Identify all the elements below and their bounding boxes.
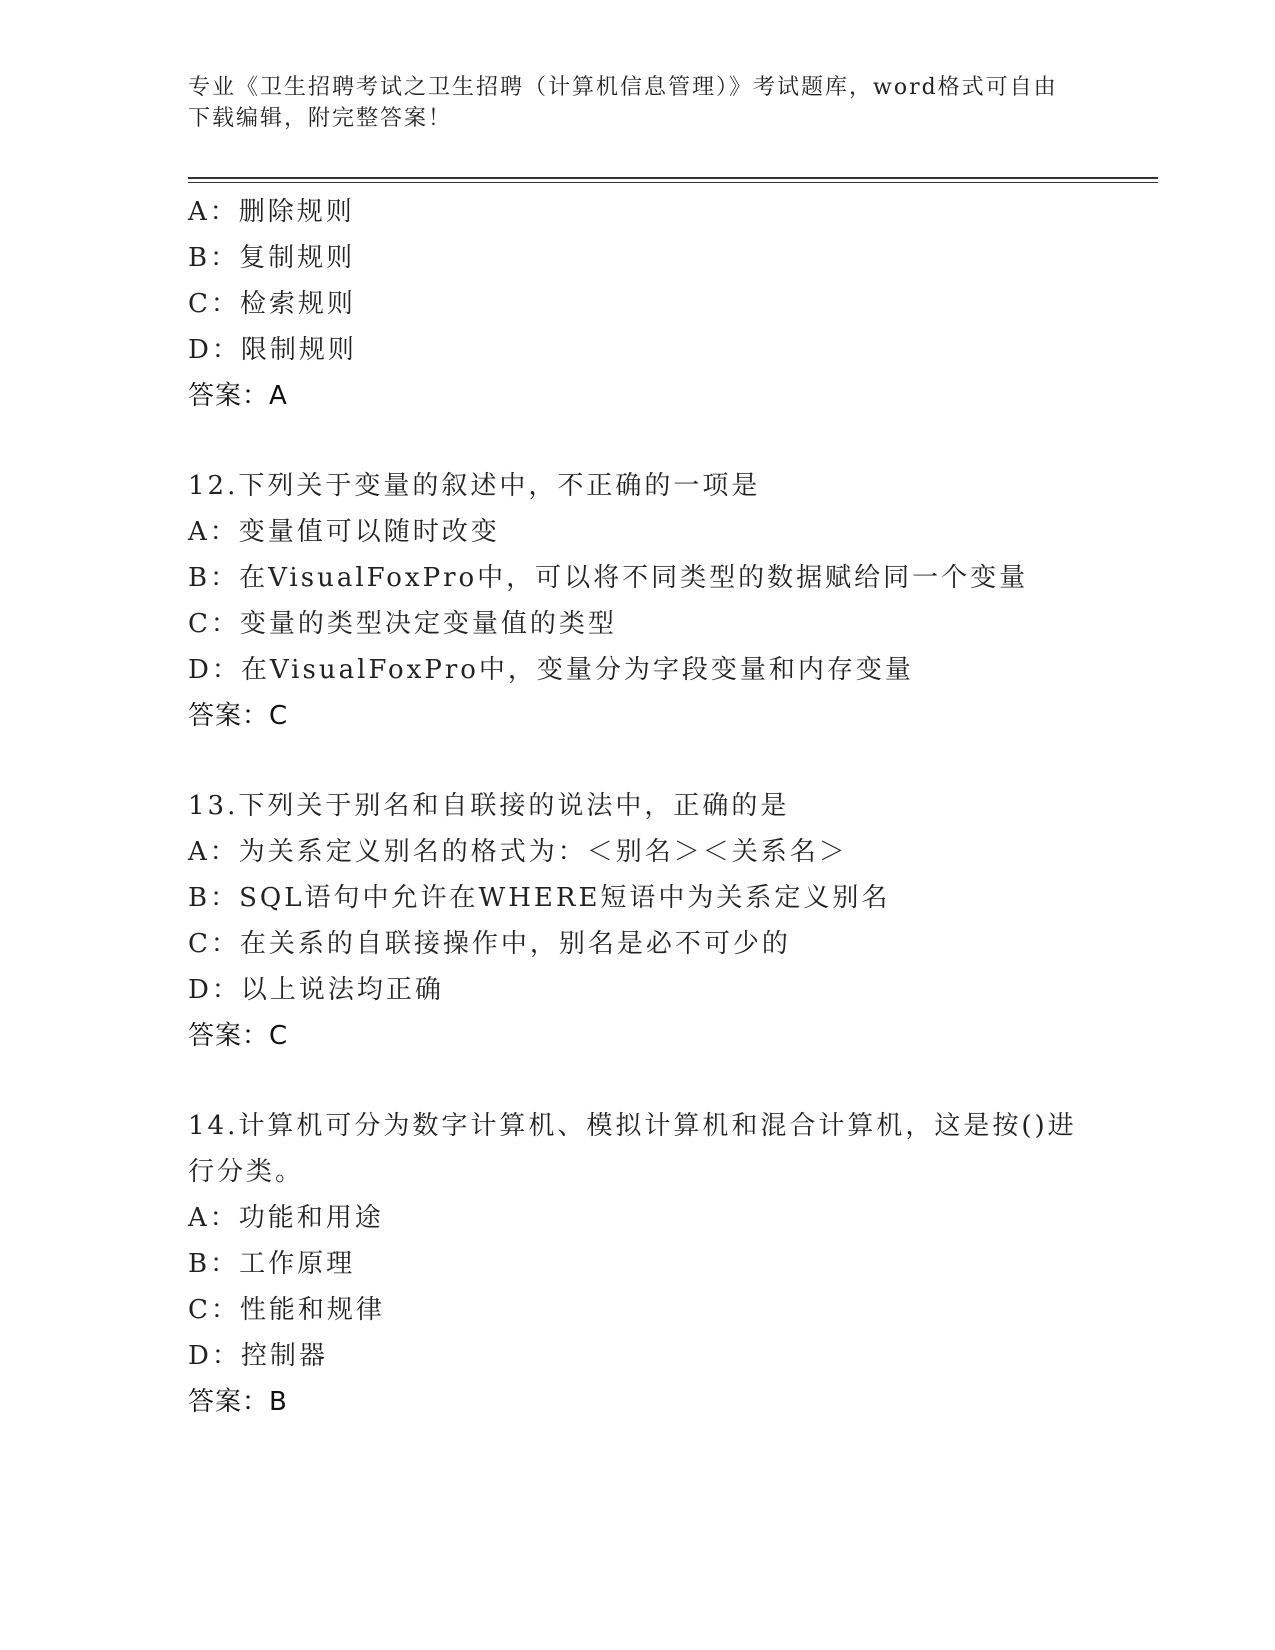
question-list bbox=[188, 189, 1088, 1425]
option-d: D：以上说法均正确 bbox=[188, 975, 444, 1005]
answer: 答案：C bbox=[188, 701, 289, 731]
question-13 bbox=[188, 783, 1088, 1059]
answer: 答案：C bbox=[188, 1021, 289, 1051]
option-b: B：SQL语句中允许在WHERE短语中为关系定义别名 bbox=[188, 883, 891, 913]
question-12 bbox=[188, 463, 1088, 739]
option-d: D：控制器 bbox=[188, 1341, 328, 1371]
option-c: C：检索规则 bbox=[188, 289, 356, 319]
question-11 bbox=[188, 189, 1088, 419]
header-divider bbox=[188, 177, 1158, 179]
header-divider-thin bbox=[188, 182, 1158, 183]
question-14 bbox=[188, 1103, 1088, 1425]
option-a: A：功能和用途 bbox=[188, 1203, 384, 1233]
option-d: D：限制规则 bbox=[188, 335, 357, 365]
option-b: B：复制规则 bbox=[188, 243, 356, 273]
option-a: A：删除规则 bbox=[188, 197, 355, 227]
option-c: C：性能和规律 bbox=[188, 1295, 385, 1325]
option-c: C：变量的类型决定变量值的类型 bbox=[188, 609, 617, 639]
option-d: D：在VisualFoxPro中，变量分为字段变量和内存变量 bbox=[188, 655, 914, 685]
option-b: B：在VisualFoxPro中，可以将不同类型的数据赋给同一个变量 bbox=[188, 563, 1029, 593]
question-stem: 13.下列关于别名和自联接的说法中，正确的是 bbox=[188, 791, 790, 821]
option-a: A：变量值可以随时改变 bbox=[188, 517, 500, 547]
document-header: 专业《卫生招聘考试之卫生招聘（计算机信息管理）》考试题库，word格式可自由下载编辑，附完整答案！ bbox=[188, 75, 1058, 131]
question-stem: 12.下列关于变量的叙述中，不正确的一项是 bbox=[188, 471, 761, 501]
option-c: C：在关系的自联接操作中，别名是必不可少的 bbox=[188, 929, 791, 959]
question-stem: 14.计算机可分为数字计算机、模拟计算机和混合计算机，这是按()进行分类。 bbox=[188, 1111, 1077, 1187]
answer: 答案：B bbox=[188, 1387, 288, 1417]
option-a: A：为关系定义别名的格式为：＜别名＞＜关系名＞ bbox=[188, 837, 848, 867]
answer: 答案：A bbox=[188, 381, 288, 411]
option-b: B：工作原理 bbox=[188, 1249, 356, 1279]
